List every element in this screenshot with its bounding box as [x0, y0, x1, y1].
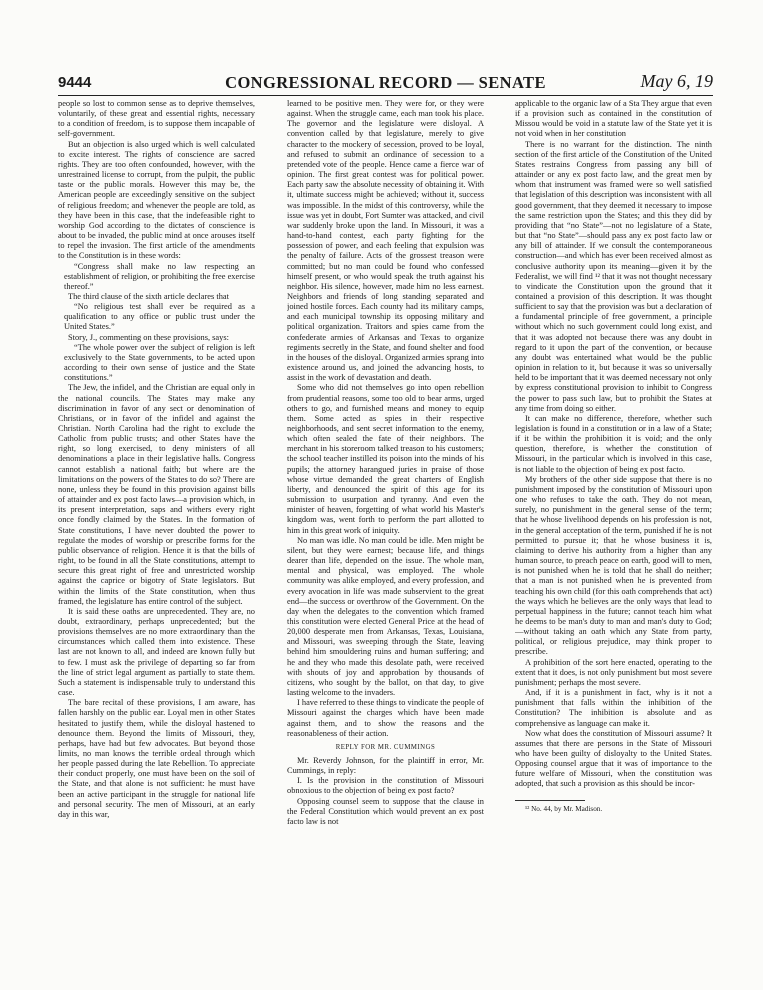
- page-number: 9444: [58, 74, 92, 91]
- paragraph: “No religious test shall ever be required as a qualification to any office or public trust under the United States.”: [64, 302, 255, 332]
- text-column-1: [58, 99, 255, 951]
- paragraph: My brothers of the other side suppose that there is no punishment imposed by the constitution of Missouri upon one who refuses to take the oath. They do not mean, surely, no punishment in the general sense of the term; that he whose livelihood depends on his profession is not, in the general acceptation of the term, punished if he is not permitted to pursue it; that he whose business it is, claiming to derive his authority from a higher than any human source, to preach peace on earth, good will to men, is not punished when he is told that he shall do neither; that a man is not punished when he is prevented from teaching his own child (for this oath comprehends that act) the ways which he believes are the only ways that lead to perpetual happiness in the future; cannot teach him what he deems to be man's duty to man and man's duty to God;—without taking an oath which any State from party, political, or religious prejudice, may think proper to prescribe.: [515, 474, 712, 657]
- text-column-2: [287, 99, 484, 951]
- paragraph: Mr. Reverdy Johnson, for the plaintiff in error, Mr. Cummings, in reply:: [287, 756, 484, 776]
- paragraph: The third clause of the sixth article declares that: [68, 291, 229, 301]
- paragraph: But an objection is also urged which is well calculated to excite interest. The rights of conscience are sacred rights. They are too often confounded, however, with the unrestrained license to corrupt, from the pulpit, the public taste or the public morals. However this may be, the American people are exceedingly sensitive on the subject of religious freedom; and whenever the people are told, as they have been in this case, that the indefeasible right to worship God according to the dictates of conscience is about to be invaded, the public mind at once arouses itself to repel the invasion. The first article of the amendments to the Constitution is in these words:: [58, 139, 255, 261]
- paragraph: A prohibition of the sort here enacted, operating to the extent that it does, is not only punishment but most severe punishment; perhaps the most severe.: [515, 657, 712, 687]
- paragraph: Some who did not themselves go into open rebellion from prudential reasons, some too old to bear arms, urged others to go, and furnished means and money to equip them. Some acted as spies in their respective neighborhoods, and sent secret information to the enemy, which often sealed the fate of their neighbors. The merchant in his storeroom talked treason to his customers; the school teacher instilled its poison into the minds of his pupils; the attorney harangued juries in praise of those whose virtue demanded the great charters of English liberty, and denounced the spirit of this age for its submission to usurpation and tyranny. And even the minister of heaven, forgetting of what world his Master's kingdom was, went forth to perform the part allotted to him in this great work of iniquity.: [287, 383, 484, 535]
- paragraph: Now what does the constitution of Missouri assume? It assumes that there are persons in the State of Missouri who have been guilty of disloyalty to the United States. Opposing counsel argue that it was of importance to the future welfare of Missouri, when the constitution was adopted, that such a provision as this should be incor-: [515, 728, 712, 789]
- paragraph: And, if it is a punishment in fact, why is it not a punishment that falls within the inhibition of the Constitution? The inhibition is absolute and as comprehensive as language can make it.: [515, 688, 712, 728]
- paragraph: Opposing counsel seem to suppose that the clause in the Federal Constitution which would prevent an ex post facto law is not: [287, 796, 484, 826]
- paragraph: The bare recital of these provisions, I am aware, has fallen harshly on the public ear. Loyal men in other States hesitated to justify them, while the disloyal hastened to denounce them. Beyond the limits of Missouri, they, perhaps, have had but few advocates. But beyond those limits, no man knows the terrible ordeal through which her people passed during the late Rebellion. To appreciate their conduct properly, one must have been on the soil of the State, and that alone is not sufficient: he must have been an active participant in the struggle for national life and personal security. The men of Missouri, at an early day in this war,: [58, 698, 255, 819]
- issue-date: May 6, 19: [640, 71, 713, 91]
- paragraph: I have referred to these things to vindicate the people of Missouri against the charges which have been made against them, and to show the reasons and the reasonableness of their action.: [287, 698, 484, 738]
- paragraph: “Congress shall make no law respecting an establishment of religion, or prohibiting the free exercise thereof.”: [64, 261, 255, 291]
- paragraph: I. Is the provision in the constitution of Missouri obnoxious to the objection of being ex post facto?: [287, 776, 484, 796]
- paragraph: learned to be positive men. They were for, or they were against. When the struggle came, each man took his place. The governor and the legislature were disloyal. A convention called by that legislature, merely to give character to the mockery of secession, proved to be loyal, and refused to submit an ordinance of secession to a pretended vote of the people. Hence came a fierce war of opinion. The first great contest was for political power. Each party saw the absolute necessity of obtaining it. With it, ultimate success might be achieved; without it, success was impossible. In the midst of this controversy, while the issue was yet in doubt, Fort Sumter was attacked, and civil war suddenly broke upon the land. In Missouri, it was a hand-to-hand contest, each party fighting for the possession of power, and each feeling that expulsion was the penalty of failure. Acts of the grossest treason were committed; but no man could be found who confessed himself present, or who would speak the truth against his neighbor. His silence, however, made him no less earnest. Neighbors and friends of long standing separated and joined hostile forces. Each county had its military camps, and each municipal township its opposing military and political organization. Traitors and spies came from the confederate armies of Arkansas and Texas to organize regiments secretly in the State, and found shelter and food in the houses of the disloyal. Organized armies sprang into existence around us, and joined the advancing hosts, to assist in the work of devastation and death.: [287, 99, 484, 383]
- paragraph: applicable to the organic law of a Sta They argue that even if a provision such as contained in the constitution of Missou would be void in a statute law of the State yet it is not void when in her constitution: [515, 99, 712, 139]
- paragraph: Story, J., commenting on these provisions, says:: [68, 332, 229, 342]
- paragraph: “The whole power over the subject of religion is left exclusively to the State governments, to be acted upon according to their own sense of justice and the State constitutions.”: [64, 342, 255, 383]
- header-rule: [58, 95, 713, 96]
- paragraph: It can make no difference, therefore, whether such legislation is found in a constitution or in a law of a State; if it be within the prohibition it is void; and the only question, therefore, is whether the constitution of Missouri, in the particular which is involved in this case, is not liable to the objection of being ex post facto.: [515, 413, 712, 474]
- journal-title: CONGRESSIONAL RECORD — SENATE: [225, 73, 546, 92]
- page-header: [58, 70, 713, 92]
- paragraph: people so lost to common sense as to deprive themselves, voluntarily, of these great and essential rights, necessary to a condition of freedom, is to suppose them incapable of self-government.: [58, 99, 255, 139]
- section-heading: REPLY FOR MR. CUMMINGS: [335, 743, 436, 751]
- paragraph: It is said these oaths are unprecedented. They are, no doubt, extraordinary, perhaps unprecedented; but the provisions themselves are no more extraordinary than the circumstances which called them into existence. These last are not known to all, and indeed are known fully but to few. I must ask the privilege of departing so far from the line of strict legal argument as partially to state them. Such a statement is indispensable truly to understand this case.: [58, 606, 255, 698]
- paragraph: The Jew, the infidel, and the Christian are equal only in the national councils. The States may make any discrimination in favor of any sect or denomination of Christians, or in favor of the infidel and against the Christian. North Carolina had the right to exclude the Catholic from public trusts; and other States have the right, so long exercised, to deny ministers of all denominations a place in their legislative halls. Congress cannot establish a national faith; but where are the limitations on the powers of the States to do so? There are none, unless they be found in this provision against bills of attainder and ex post facto laws—a provision which, in its present interpretation, saps and withers every right once fondly claimed by the States. In the formation of State constitutions, I have never doubted the power to regulate the modes of worship or prescribe forms for the public observance of religion. Hence it is that the bills of right, to be found in all the State constitutions, attempt to secure this great right of free and unrestricted worship against the caprice or bigotry of State legislators. But within the limits of the State constitution, when thus framed, the legislature has entire control of the subject.: [58, 383, 255, 606]
- paragraph: There is no warrant for the distinction. The ninth section of the first article of the Constitution of the United States restrains Congress from passing any bill of attainder or any ex post facto law, and the great men by whom that instrument was framed were so well satisfied that legislation of this description was inconsistent with all good government, that they deemed it necessary to impose the same restriction upon the States; and this they did by providing that “no State”—not no legislature of a State, but that “no State”—should pass any ex post facto law or any bill of attainder. If we consult the contemporaneous construction—and which has ever been received almost as conclusive authority upon its meaning—given it by the Federalist, we will find ¹² that it was not thought necessary to vindicate the Constitution upon the ground that it contained a provision of this description. It was thought sufficient to say that the provision was but a declaration of a fundamental principle of free government, a principle without which no such government could long exist, and that it was adopted not because there was any doubt in regard to it upon the part of the convention, or because any doubt was entertained what would be the public opinion in relation to it, but because it was so universally held to be important that it was deemed necessary not only by express constitutional provision to inhibit to Congress the power to pass such law, but to prohibit the States at any time from doing so either.: [515, 139, 712, 413]
- paragraph: No man was idle. No man could be idle. Men might be silent, but they were earnest; because life, and things dearer than life, depended on the issue. The whole man, mental and physical, was employed. The whole community was alike employed, and every profession, and every avocation in life was made subservient to the great end—the success or overthrow of the Government. On the day when the delegates to the convention which framed this constitution were elected General Price at the head of 20,000 desperate men from Arkansas, Texas, Louisiana, and Missouri, was sweeping through the State, leaving behind him smouldering ruins and human suffering; and he and they who made this desolate path, were received with shouts of joy and approbation by thousands of citizens, who sought by the ballot, on that day, to give lasting welcome to the invaders.: [287, 535, 484, 698]
- text-column-3: [515, 99, 712, 951]
- footnote: ¹² No. 44, by Mr. Madison.: [525, 804, 603, 813]
- footnote-rule: [515, 800, 585, 801]
